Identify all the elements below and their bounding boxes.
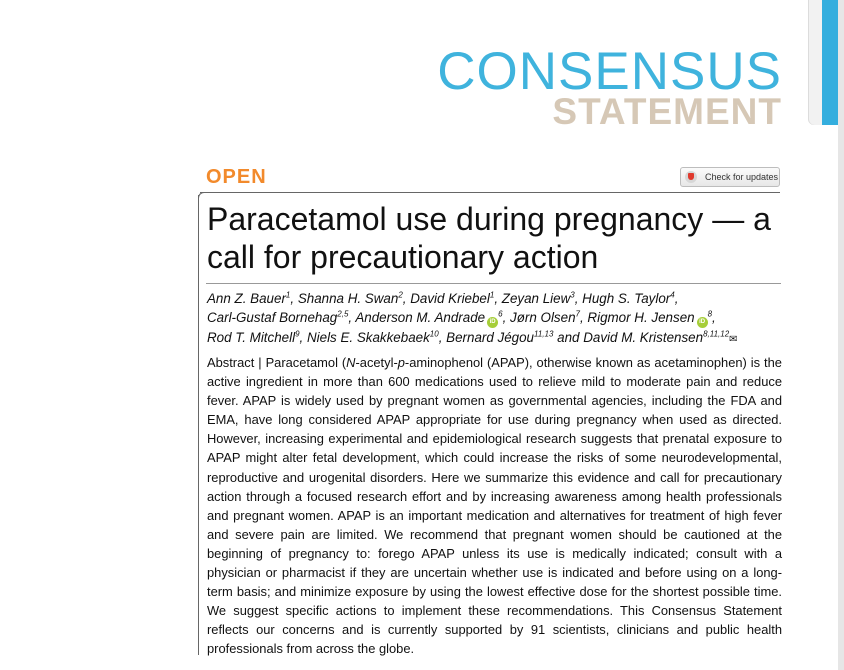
check-for-updates-button[interactable] <box>680 167 780 187</box>
author[interactable] <box>207 291 290 306</box>
author-affiliation: 3 <box>570 290 575 300</box>
abstract-italic-n: N <box>346 355 356 370</box>
crossmark-icon <box>685 171 697 183</box>
abstract-separator: | <box>258 355 262 370</box>
envelope-icon[interactable]: ✉ <box>729 334 738 345</box>
abstract-text-1: Paracetamol ( <box>265 355 347 370</box>
abstract <box>207 353 782 659</box>
author[interactable] <box>446 330 553 345</box>
page-edge <box>838 0 844 670</box>
author-name: David Kriebel <box>410 291 490 306</box>
author[interactable] <box>410 291 494 306</box>
author-affiliation: 9 <box>295 329 300 339</box>
header-rule <box>200 192 780 193</box>
author-affiliation: 8 <box>707 309 713 319</box>
author-affiliation: 1 <box>489 290 495 300</box>
author-affiliation: 1 <box>285 290 291 300</box>
author[interactable] <box>298 291 403 306</box>
author[interactable] <box>207 330 300 345</box>
check-for-updates-label: Check for updates <box>705 172 779 182</box>
accent-bar <box>822 0 838 125</box>
title-rule <box>206 283 781 284</box>
author-name: Jørn Olsen <box>510 310 576 325</box>
author-name: Anderson M. Andrade <box>355 310 486 325</box>
author-affiliation: 6 <box>498 309 503 319</box>
author-name: Rigmor H. Jensen <box>587 310 695 325</box>
author[interactable] <box>502 291 575 306</box>
abstract-text-3: -aminophenol (APAP), otherwise known as acetaminophen) is the active ingredient in more than 600 medications used to relieve mild to moderate pain and reduce fever. APAP is widely used by pregnant women as governmental agencies, including the FDA and EMA, have long considered APAP appropriate for use during pregnancy when used as directed. However, increasing experimental and epidemiological research suggests that prenatal exposure to APAP might alter fetal development, which could increase the risks of some neurodevelopmental, reproductive and urogenital disorders. Here we summarize this evidence and call for precautionary action through a focused research effort and by increasing awareness among health professionals and pregnant women. APAP is an important medication and alternatives for treatment of high fever and severe pain are limited. We recommend that pregnant women should be cautioned at the beginning of pregnancy to: forego APAP unless its use is medically indicated; consult with a physician or pharmacist if they are uncertain whether use is indicated and before using on a long-term basis; and minimize exposure by using the lowest effective dose for the shortest possible time. We suggest specific actions to implement these recommendations. This Consensus Statement reflects our concerns and is currently supported by 91 scientists, clinicians and public health professionals from across the globe. <box>207 355 782 657</box>
orcid-icon[interactable]: iD <box>487 317 498 328</box>
author-name: Zeyan Liew <box>501 291 571 306</box>
author-affiliation: 7 <box>575 309 580 319</box>
author-name: Carl-Gustaf Bornehag <box>207 310 338 325</box>
masthead-consensus: CONSENSUS <box>437 42 782 101</box>
abstract-label: Abstract <box>207 355 255 370</box>
author-affiliation: 10 <box>429 329 439 339</box>
author-affiliation: 2 <box>398 290 403 300</box>
abstract-italic-p: p <box>397 355 405 370</box>
author-affiliation: 4 <box>670 290 675 300</box>
author-name: Shanna H. Swan <box>297 291 399 306</box>
open-access-label: OPEN <box>206 166 267 188</box>
author-affiliation: 2,5 <box>337 309 349 319</box>
author-name: David M. Kristensen <box>583 330 704 345</box>
abstract-text-2: -acetyl- <box>355 355 398 370</box>
frame-left-rule <box>198 195 199 655</box>
author[interactable] <box>582 291 675 306</box>
author-affiliation: 11,13 <box>534 329 554 339</box>
masthead-statement: STATEMENT <box>552 91 782 132</box>
author-list: Ann Z. Bauer$^1$, Shanna H. Swan$^2$, David Kriebel$^1$, Zeyan Liew$^3$, Hugh S. Taylor$^4$, Carl-Gustaf Bornehag$^{2,5}$, Anderson M. Andrade $iD^6$, Jørn Olsen$^7$, Rigmor H. Jensen $iD^8$, Rod T. Mitchell$^9$, Niels E. Skakkebaek$^{10}$, Bernard Jégou$^{11,13}$ and David M. Kristensen$^{8,11,12}$✉ <box>207 290 738 345</box>
author-name: Rod T. Mitchell <box>207 330 296 345</box>
article-title: Paracetamol use during pregnancy — a call for precautionary action <box>207 201 771 275</box>
author[interactable] <box>587 310 712 325</box>
author[interactable] <box>583 330 737 345</box>
author-name: Hugh S. Taylor <box>582 291 671 306</box>
author-affiliation: 8,11,12 <box>703 329 730 339</box>
author[interactable] <box>207 310 348 325</box>
orcid-icon[interactable]: iD <box>697 317 708 328</box>
author-name: Niels E. Skakkebaek <box>306 330 430 345</box>
author[interactable] <box>355 310 502 325</box>
author-name: Bernard Jégou <box>446 330 534 345</box>
author[interactable] <box>510 310 580 325</box>
author-name: Ann Z. Bauer <box>207 291 286 306</box>
author[interactable] <box>307 330 439 345</box>
